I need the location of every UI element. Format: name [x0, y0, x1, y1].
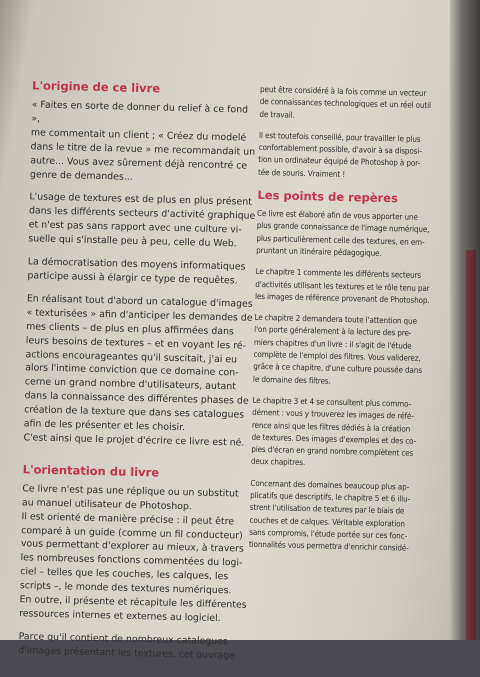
paragraph: peut être considéré à la fois comme un vecteur de connaissances technologiques et un réel outil de travail.	[259, 84, 432, 120]
section-heading-origine: L'origine de ce livre	[31, 78, 161, 96]
section-heading-reperes: Les points de repères	[257, 187, 399, 206]
paragraph: Le chapitre 1 commente les différents secteurs d'activités utilisant les textures et le rôle tenu par les images de référence provenant de Photoshop.	[254, 267, 430, 305]
binding-edge	[466, 250, 476, 640]
paragraph: Parce qu'il contient de nombreux catalogues d'images présentant les textures, cet ouvrage	[18, 631, 236, 662]
paragraph: Ce livre est élaboré afin de vous apporter une plus grande connaissance de l'image numérique, plus particulièrement celle des textures, en em- pruntant un itinéraire pédagogique.	[256, 208, 430, 258]
paragraph: La démocratisation des moyens informatiques participe aussi à élargir ce type de requêtes.	[27, 256, 246, 287]
paragraph: Le chapitre 3 et 4 se consultent plus commo- dément : vous y trouverez les images de réfé- rence ainsi que les filtres dédiés à la création de textures. Des images d'exemples et des co- pies d'écran en grand nombre complètent ces deux chapitres.	[250, 395, 417, 468]
paragraph: « Faites en sorte de donner du relief à ce fond », me commentait un client ; « Créez du modelé dans le titre de la revue » me recommandait un autre... Vous avez sûrement déjà rencontré ce genre de demandes...	[29, 99, 256, 183]
paragraph: Ce livre n'est pas une réplique ou un substitut au manuel utilisateur de Photoshop. Il est orienté de manière précise : il peut être comparé à un guide (comme un fil conducteur) vous permettant d'explorer au mieux, à travers les nombreuses fonctions commentées du logi- ciel – telles que les couches, les calques, les scripts –, le monde des textures numériques. En outre, il présente et récapitule les différentes ressources internes et externes au logiciel.	[19, 483, 247, 625]
right-column	[249, 84, 456, 565]
paragraph: L'usage de textures est de plus en plus présent dans les différents secteurs d'activité graphique et n'est pas sans rapport avec une culture vi- suelle qui s'installe peu à peu, celle du Web.	[28, 191, 256, 250]
paragraph: Il est toutefois conseillé, pour travailler le plus confortablement possible, d'avoir à sa disposi- tion un ordinateur équipé de Photoshop à por- tée de souris. Vraiment !	[257, 130, 422, 179]
paragraph: En réalisant tout d'abord un catalogue d'images « texturisées » afin d'anticiper les demandes de mes clients – de plus en plus affirmées dans leurs besoins de textures – et en voyant les ré- actions encourageantes qu'il suscitait, j'ai eu alors l'intime conviction que ce domaine con- cerne un grand nombre d'utilisateurs, autant dans la connaissance des différentes phases de création de la texture que dans ses catalogues afin de les présenter et les choisir. C'est ainsi que le projet d'écrire ce livre est né.	[23, 293, 253, 449]
paragraph: Le chapitre 2 demandera toute l'attention que l'on porte généralement à la lecture des pre- miers chapitres d'un livre : il s'agit de l'étude complète de l'emploi des filtres. Vous validerez, grâce à ce chapitre, d'une culture poussée dans le domaine des filtres.	[252, 312, 423, 386]
left-column	[18, 78, 260, 672]
paragraph: Concernant des domaines beaucoup plus ap- plicatifs que descriptifs, le chapitre 5 et 6 illu- strent l'utilisation de textures par le biais de couches et de calques. Véritable exploration sans compromis, l'étude portée sur ces fonc- tionnalités vous permettra d'enrichir considé-	[248, 478, 411, 553]
book-page	[5, 8, 450, 662]
section-heading-orientation: L'orientation du livre	[22, 462, 160, 480]
